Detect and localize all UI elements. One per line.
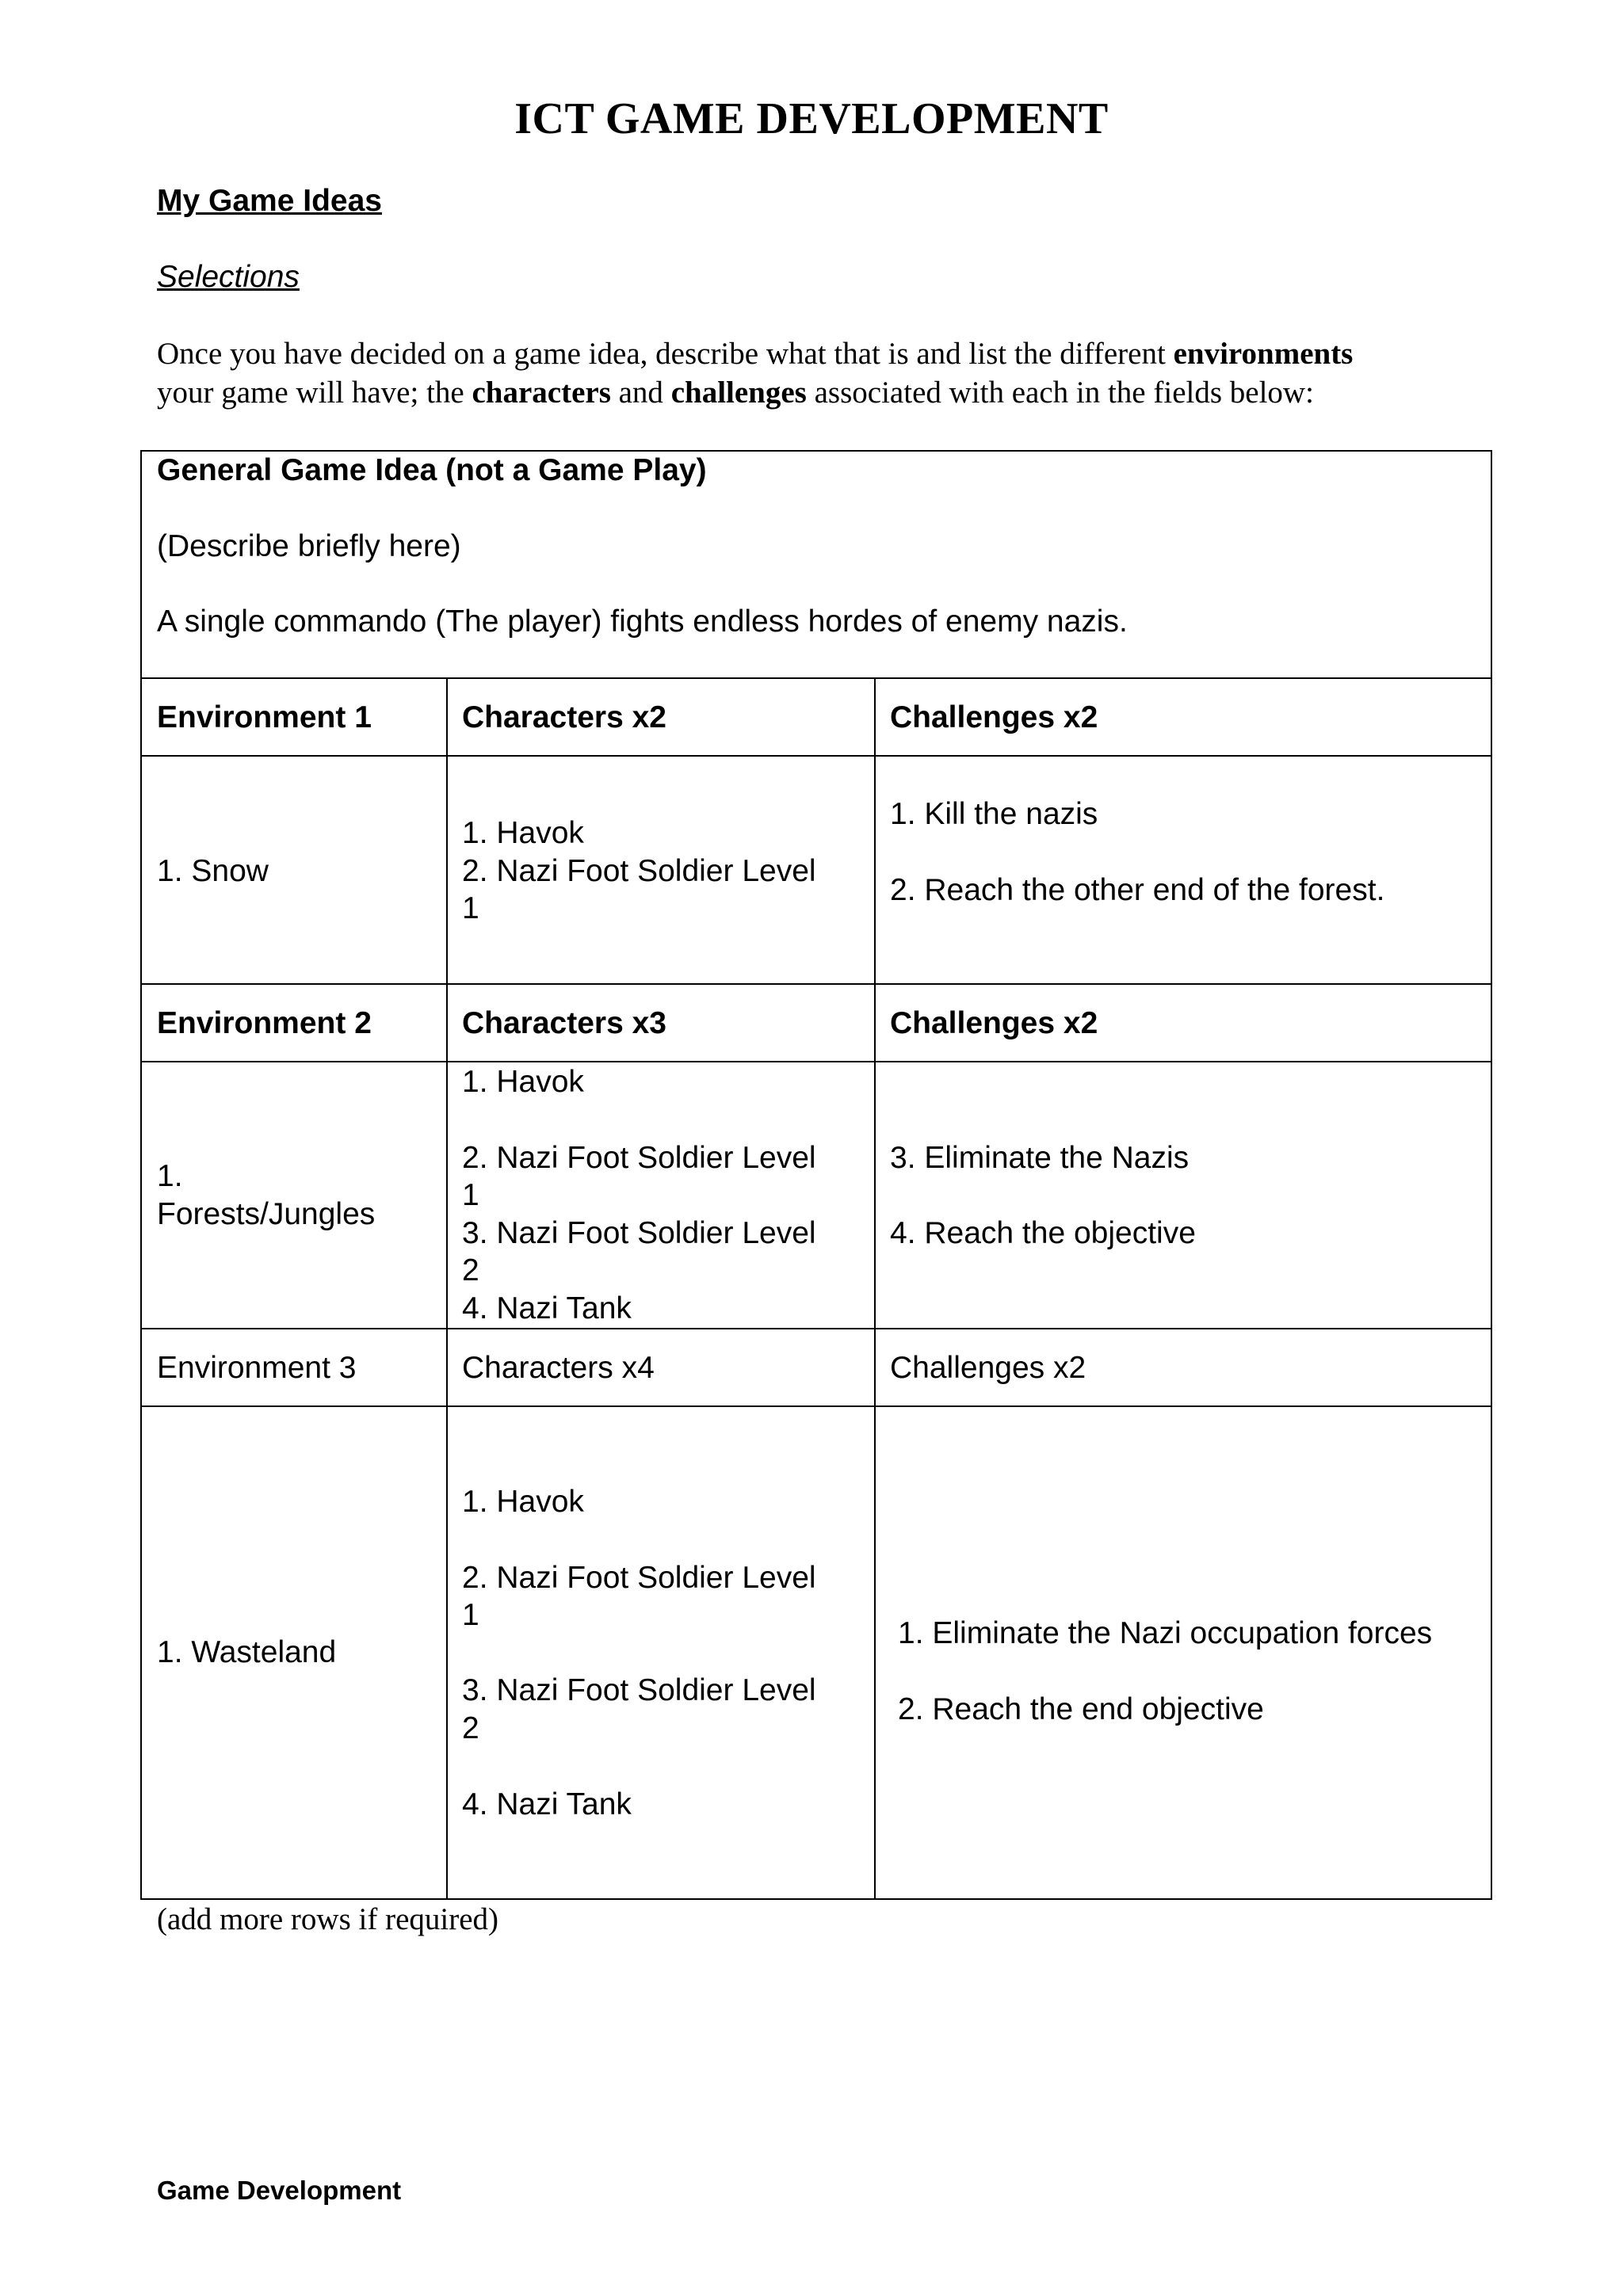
- env1-environment-header: Environment 1: [157, 700, 372, 734]
- env2-character-item[interactable]: 2. Nazi Foot Soldier Level: [462, 1141, 816, 1175]
- general-idea-description[interactable]: A single commando (The player) fights endless hordes of enemy nazis.: [157, 605, 1128, 639]
- sub-heading: My Game Ideas: [157, 184, 382, 218]
- section-label: Selections: [157, 260, 300, 294]
- page-title: ICT GAME DEVELOPMENT: [514, 94, 1109, 143]
- env2-challenges-header: Challenges x2: [890, 1006, 1098, 1040]
- table-rule: [140, 983, 1492, 985]
- page-footer: Game Development: [157, 2176, 402, 2205]
- env2-character-item[interactable]: 3. Nazi Foot Soldier Level: [462, 1216, 816, 1250]
- env3-challenges-header: Challenges x2: [890, 1351, 1086, 1385]
- env1-challenges-header: Challenges x2: [890, 700, 1098, 734]
- env3-environment-cell[interactable]: 1. Wasteland: [157, 1635, 337, 1669]
- game-ideas-table: [140, 450, 1492, 1900]
- table-rule: [140, 755, 1492, 757]
- env1-character-item[interactable]: 1: [462, 891, 479, 925]
- general-idea-heading: General Game Idea (not a Game Play): [157, 453, 707, 487]
- env3-environment-header: Environment 3: [157, 1351, 357, 1385]
- env2-environment-cell[interactable]: Forests/Jungles: [157, 1197, 376, 1231]
- instructions-text: Once you have decided on a game idea, describe what that is and list the different: [157, 337, 1174, 371]
- env2-challenge-item[interactable]: 4. Reach the objective: [890, 1216, 1196, 1250]
- env2-character-item[interactable]: 2: [462, 1253, 479, 1287]
- table-rule: [140, 677, 1492, 679]
- env2-character-item[interactable]: 4. Nazi Tank: [462, 1291, 632, 1325]
- env2-character-item[interactable]: 1: [462, 1178, 479, 1212]
- instructions-text: your game will have; the: [157, 376, 472, 410]
- env3-character-item[interactable]: 2. Nazi Foot Soldier Level: [462, 1561, 816, 1595]
- instructions: [157, 334, 1520, 412]
- env1-environment-cell[interactable]: 1. Snow: [157, 854, 269, 888]
- env1-challenge-item[interactable]: 1. Kill the nazis: [890, 797, 1098, 831]
- env1-challenge-item[interactable]: 2. Reach the other end of the forest.: [890, 873, 1385, 907]
- instructions-bold: environments: [1173, 337, 1354, 371]
- table-rule: [140, 1405, 1492, 1407]
- table-rule: [140, 1061, 1492, 1062]
- instructions-text: and: [610, 376, 671, 410]
- env3-character-item[interactable]: 1: [462, 1598, 479, 1632]
- env3-characters-header: Characters x4: [462, 1351, 655, 1385]
- env1-characters-header: Characters x2: [462, 700, 666, 734]
- env2-challenge-item[interactable]: 3. Eliminate the Nazis: [890, 1141, 1190, 1175]
- env3-character-item[interactable]: 1. Havok: [462, 1485, 584, 1519]
- env3-character-item[interactable]: 3. Nazi Foot Soldier Level: [462, 1673, 816, 1707]
- table-rule: [140, 1328, 1492, 1329]
- instructions-text: associated with each in the fields below:: [806, 376, 1314, 410]
- env3-challenge-item[interactable]: 2. Reach the end objective: [898, 1692, 1264, 1726]
- instructions-bold: characters: [472, 376, 611, 410]
- env1-character-item[interactable]: 2. Nazi Foot Soldier Level: [462, 854, 816, 888]
- env1-character-item[interactable]: 1. Havok: [462, 816, 584, 850]
- env3-character-item[interactable]: 2: [462, 1711, 479, 1745]
- env2-environment-cell[interactable]: 1.: [157, 1159, 183, 1193]
- env3-challenge-item[interactable]: 1. Eliminate the Nazi occupation forces: [898, 1616, 1433, 1650]
- table-rule: [874, 677, 876, 1900]
- table-rule: [446, 677, 448, 1900]
- env2-characters-header: Characters x3: [462, 1006, 666, 1040]
- general-idea-hint: (Describe briefly here): [157, 529, 461, 563]
- env3-character-item[interactable]: 4. Nazi Tank: [462, 1787, 632, 1821]
- footnote: (add more rows if required): [157, 1902, 498, 1936]
- env2-environment-header: Environment 2: [157, 1006, 372, 1040]
- instructions-bold: challenges: [670, 376, 807, 410]
- env2-character-item[interactable]: 1. Havok: [462, 1065, 584, 1099]
